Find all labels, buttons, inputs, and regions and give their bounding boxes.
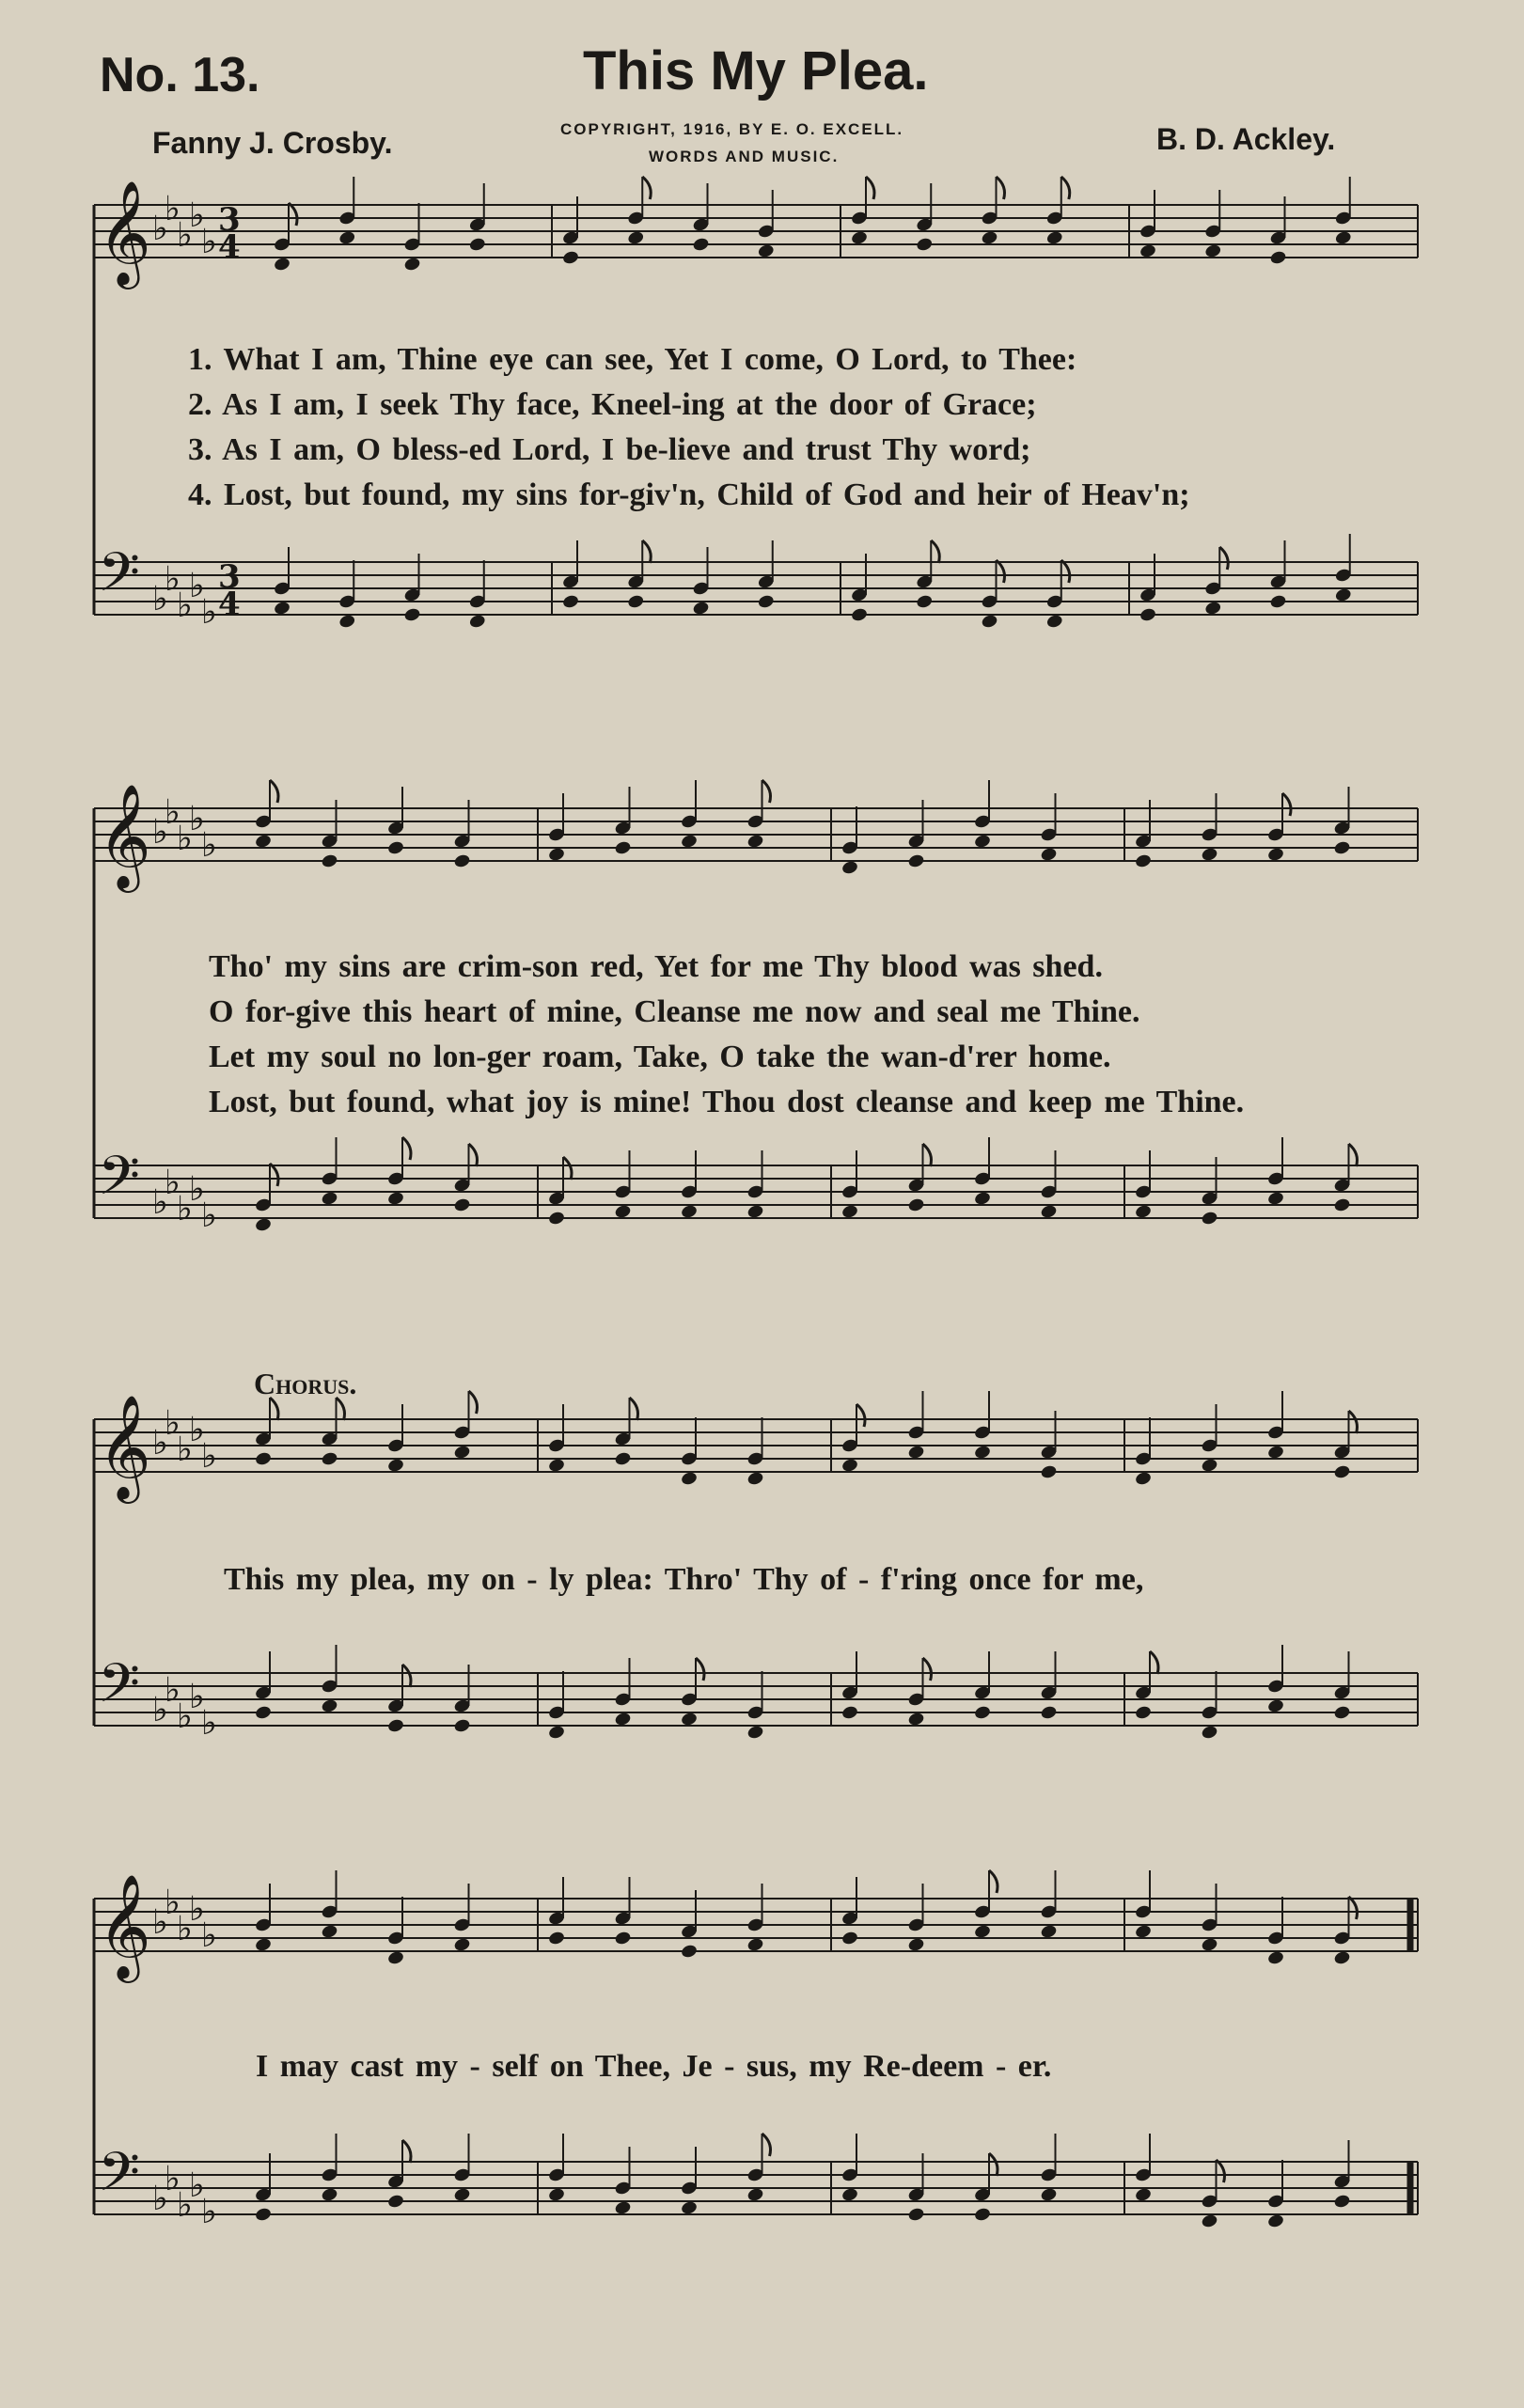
- note-flag: [762, 780, 771, 803]
- note-head: [614, 840, 632, 856]
- note-head: [386, 840, 404, 856]
- bass-clef-icon: 𝄢: [98, 540, 141, 618]
- note-head: [273, 257, 291, 273]
- flat-sign-icon: ♭: [189, 567, 205, 605]
- note-head: [981, 230, 998, 246]
- flat-sign-icon: ♭: [165, 793, 181, 832]
- note-flag: [989, 2153, 998, 2176]
- chorus-line-1: This my plea, my on - ly plea: Thro' Thy of - f'ring once for me,: [224, 1562, 1144, 1597]
- note-head: [386, 1718, 404, 1734]
- note-head: [916, 237, 934, 253]
- note-head: [1045, 230, 1063, 246]
- note-head: [841, 1204, 858, 1220]
- verse-line-4: Lost, but found, what joy is mine! Thou dost cleanse and keep me Thine.: [209, 1085, 1245, 1119]
- note-head: [680, 2200, 698, 2216]
- note-head: [973, 2207, 991, 2223]
- note-head: [468, 614, 486, 630]
- note-head: [1134, 1705, 1152, 1721]
- flat-sign-icon: ♭: [201, 223, 217, 261]
- verse-line-2: O for-give this heart of mine, Cleanse me now and seal me Thine.: [209, 994, 1140, 1029]
- note-head: [321, 1924, 338, 1940]
- note-flag: [402, 1665, 411, 1687]
- note-head: [338, 230, 356, 246]
- note-head: [453, 853, 471, 869]
- copyright-line: COPYRIGHT, 1916, BY E. O. EXCELL.: [560, 120, 904, 138]
- flat-sign-icon: ♭: [177, 586, 193, 625]
- music-system-chorus: [0, 1353, 1524, 1767]
- flat-sign-icon: ♭: [165, 560, 181, 599]
- note-head: [1333, 1705, 1351, 1721]
- note-flag: [997, 560, 1005, 583]
- flat-sign-icon: ♭: [165, 1884, 181, 1922]
- note-head: [1266, 1698, 1284, 1714]
- note-head: [338, 614, 356, 630]
- note-head: [1040, 1924, 1058, 1940]
- note-head: [1334, 230, 1352, 246]
- bass-clef-icon: 𝄢: [98, 2140, 141, 2217]
- note-head: [547, 847, 565, 863]
- note-head: [1134, 2187, 1152, 2203]
- bass-staff: [94, 1645, 1418, 1743]
- note-head: [1204, 601, 1222, 617]
- note-head: [468, 237, 486, 253]
- note-flag: [642, 540, 651, 563]
- flat-sign-icon: ♭: [165, 2160, 181, 2198]
- note-head: [453, 2187, 471, 2203]
- note-head: [973, 834, 991, 850]
- note-flag: [1217, 2160, 1225, 2182]
- note-flag: [1282, 793, 1291, 816]
- note-head: [850, 230, 868, 246]
- flat-sign-icon: ♭: [165, 1164, 181, 1202]
- flat-sign-icon: ♭: [189, 1678, 205, 1716]
- music-system-1: [0, 169, 1524, 696]
- note-head: [841, 860, 858, 876]
- note-flag: [1061, 560, 1070, 583]
- flat-sign-icon: ♭: [201, 2193, 217, 2231]
- note-flag: [696, 1658, 704, 1681]
- note-head: [746, 1725, 764, 1741]
- note-head: [841, 1458, 858, 1474]
- note-head: [1333, 2194, 1351, 2210]
- note-head: [561, 594, 579, 610]
- lyricist-credit: Fanny J. Crosby.: [152, 126, 393, 160]
- flat-sign-icon: ♭: [177, 1910, 193, 1948]
- treble-clef-icon: 𝄞: [98, 1873, 151, 1978]
- note-head: [841, 1931, 858, 1947]
- flat-sign-icon: ♭: [152, 1691, 168, 1729]
- treble-staff: [94, 1870, 1418, 1983]
- flat-sign-icon: ♭: [201, 593, 217, 632]
- note-head: [321, 1451, 338, 1467]
- note-flag: [1349, 1144, 1358, 1166]
- note-flag: [866, 177, 874, 199]
- note-head: [273, 601, 291, 617]
- note-head: [973, 1705, 991, 1721]
- note-head: [692, 237, 710, 253]
- note-head: [907, 1197, 925, 1213]
- note-head: [321, 1698, 338, 1714]
- time-signature-bottom: 4: [218, 586, 241, 623]
- note-head: [1333, 1950, 1351, 1966]
- note-flag: [270, 1164, 278, 1186]
- note-flag: [989, 1870, 998, 1893]
- note-head: [907, 1937, 925, 1953]
- time-signature-top: 3: [218, 558, 241, 596]
- note-head: [841, 1705, 858, 1721]
- staff-notation: [0, 771, 1524, 1297]
- note-head: [1045, 614, 1063, 630]
- note-flag: [630, 1398, 638, 1420]
- note-flag: [1349, 1411, 1358, 1433]
- note-head: [907, 853, 925, 869]
- note-head: [746, 1471, 764, 1487]
- flat-sign-icon: ♭: [189, 2166, 205, 2205]
- note-head: [1134, 853, 1152, 869]
- composer-credit: B. D. Ackley.: [1156, 122, 1336, 156]
- note-head: [453, 1197, 471, 1213]
- verse-line-4: 4. Lost, but found, my sins for-giv'n, Child of God and heir of Heav'n;: [188, 477, 1190, 512]
- verse-line-3: 3. As I am, O bless-ed Lord, I be-lieve and trust Thy word;: [188, 432, 1031, 467]
- flat-sign-icon: ♭: [152, 2180, 168, 2218]
- flat-sign-icon: ♭: [177, 1697, 193, 1736]
- flat-sign-icon: ♭: [177, 820, 193, 858]
- note-head: [1269, 250, 1287, 266]
- note-head: [850, 607, 868, 623]
- treble-clef-icon: 𝄞: [98, 1394, 151, 1499]
- note-head: [973, 1924, 991, 1940]
- flat-sign-icon: ♭: [152, 813, 168, 852]
- note-head: [1266, 1191, 1284, 1207]
- note-head: [680, 1944, 698, 1960]
- bass-staff: [94, 1137, 1418, 1235]
- verse-line-1: 1. What I am, Thine eye can see, Yet I come, O Lord, to Thee:: [188, 342, 1077, 377]
- flat-sign-icon: ♭: [177, 216, 193, 255]
- bass-staff: [94, 2134, 1418, 2231]
- note-head: [907, 2207, 925, 2223]
- note-head: [1333, 1197, 1351, 1213]
- flat-sign-icon: ♭: [152, 580, 168, 618]
- note-head: [907, 1445, 925, 1461]
- staff-notation: [0, 1353, 1524, 1767]
- bass-clef-icon: 𝄢: [98, 1144, 141, 1221]
- bass-staff: [94, 534, 1418, 632]
- note-head: [1134, 1924, 1152, 1940]
- note-head: [1204, 243, 1222, 259]
- flat-sign-icon: ♭: [177, 2186, 193, 2225]
- note-head: [403, 607, 421, 623]
- treble-staff: [94, 177, 1418, 289]
- note-head: [1040, 847, 1058, 863]
- note-head: [453, 1937, 471, 1953]
- note-head: [1266, 1950, 1284, 1966]
- note-flag: [1061, 177, 1070, 199]
- note-head: [321, 2187, 338, 2203]
- note-head: [1139, 243, 1156, 259]
- flat-sign-icon: ♭: [201, 1704, 217, 1743]
- flat-sign-icon: ♭: [152, 1183, 168, 1222]
- note-flag: [469, 1391, 478, 1414]
- flat-sign-icon: ♭: [189, 800, 205, 838]
- note-head: [692, 601, 710, 617]
- flat-sign-icon: ♭: [165, 1671, 181, 1710]
- note-head: [627, 594, 645, 610]
- note-head: [614, 1451, 632, 1467]
- note-head: [1134, 1471, 1152, 1487]
- music-system-2: [0, 771, 1524, 1297]
- note-head: [680, 834, 698, 850]
- note-head: [547, 1458, 565, 1474]
- treble-clef-icon: 𝄞: [98, 783, 151, 888]
- flat-sign-icon: ♭: [189, 1170, 205, 1209]
- treble-staff: [94, 780, 1418, 893]
- note-head: [1269, 594, 1287, 610]
- note-flag: [642, 177, 651, 199]
- hymn-number: No. 13.: [100, 48, 260, 102]
- note-head: [614, 2200, 632, 2216]
- note-head: [321, 853, 338, 869]
- note-flag: [931, 540, 939, 563]
- note-flag: [856, 1404, 865, 1427]
- note-head: [1201, 2213, 1218, 2229]
- note-head: [386, 1191, 404, 1207]
- flat-sign-icon: ♭: [201, 826, 217, 865]
- note-flag: [1219, 547, 1228, 570]
- note-flag: [923, 1658, 932, 1681]
- note-head: [547, 2187, 565, 2203]
- note-flag: [762, 2134, 771, 2156]
- flat-sign-icon: ♭: [177, 1431, 193, 1469]
- copyright-subline: WORDS AND MUSIC.: [649, 148, 840, 165]
- note-flag: [270, 780, 278, 803]
- note-head: [403, 257, 421, 273]
- treble-clef-icon: 𝄞: [98, 180, 151, 285]
- note-head: [547, 1931, 565, 1947]
- flat-sign-icon: ♭: [152, 1424, 168, 1462]
- note-head: [386, 1950, 404, 1966]
- note-head: [453, 1445, 471, 1461]
- note-head: [547, 1211, 565, 1227]
- time-signature-top: 3: [218, 201, 241, 239]
- note-flag: [469, 1144, 478, 1166]
- chorus-line-2: I may cast my - self on Thee, Je - sus, my Re-deem - er.: [256, 2049, 1052, 2084]
- time-signature-bottom: 4: [218, 228, 241, 266]
- note-flag: [563, 1157, 572, 1180]
- note-head: [1201, 1458, 1218, 1474]
- note-head: [1334, 587, 1352, 603]
- note-flag: [402, 1137, 411, 1160]
- verse-line-3: Let my soul no lon-ger roam, Take, O take the wan-d'rer home.: [209, 1040, 1111, 1074]
- note-head: [981, 614, 998, 630]
- note-head: [1040, 1705, 1058, 1721]
- note-head: [841, 2187, 858, 2203]
- note-head: [1266, 847, 1284, 863]
- note-head: [746, 1204, 764, 1220]
- verse-line-2: 2. As I am, I seek Thy face, Kneel-ing at the door of Grace;: [188, 387, 1037, 422]
- note-head: [1040, 1204, 1058, 1220]
- hymn-title: This My Plea.: [583, 40, 929, 102]
- note-head: [254, 1217, 272, 1233]
- note-head: [254, 1705, 272, 1721]
- note-head: [254, 2207, 272, 2223]
- treble-staff: [94, 1391, 1418, 1504]
- flat-sign-icon: ♭: [165, 1404, 181, 1443]
- note-head: [254, 1937, 272, 1953]
- note-head: [757, 243, 775, 259]
- flat-sign-icon: ♭: [201, 1916, 217, 1955]
- note-head: [680, 1712, 698, 1728]
- note-flag: [997, 177, 1005, 199]
- note-head: [386, 1458, 404, 1474]
- flat-sign-icon: ♭: [201, 1437, 217, 1476]
- note-head: [746, 1937, 764, 1953]
- note-head: [561, 250, 579, 266]
- note-head: [1040, 2187, 1058, 2203]
- bass-clef-icon: 𝄢: [98, 1651, 141, 1728]
- note-flag: [923, 1144, 932, 1166]
- flat-sign-icon: ♭: [201, 1196, 217, 1235]
- note-head: [757, 594, 775, 610]
- flat-sign-icon: ♭: [189, 1411, 205, 1449]
- flat-sign-icon: ♭: [165, 190, 181, 228]
- note-head: [1201, 847, 1218, 863]
- note-head: [1201, 1211, 1218, 1227]
- note-head: [746, 2187, 764, 2203]
- note-head: [321, 1191, 338, 1207]
- note-flag: [402, 2140, 411, 2163]
- note-head: [746, 834, 764, 850]
- music-system-4: [0, 1842, 1524, 2284]
- note-head: [627, 230, 645, 246]
- note-head: [973, 1445, 991, 1461]
- note-head: [386, 2194, 404, 2210]
- note-head: [1201, 1937, 1218, 1953]
- note-head: [1139, 607, 1156, 623]
- note-head: [614, 1931, 632, 1947]
- note-head: [1333, 1464, 1351, 1480]
- verse-line-1: Tho' my sins are crim-son red, Yet for me Thy blood was shed.: [209, 949, 1103, 984]
- note-flag: [1150, 1651, 1158, 1674]
- note-head: [1201, 1725, 1218, 1741]
- flat-sign-icon: ♭: [189, 196, 205, 235]
- chorus-label: Chorus.: [254, 1367, 357, 1400]
- note-head: [973, 1191, 991, 1207]
- note-head: [614, 1204, 632, 1220]
- note-head: [1266, 1445, 1284, 1461]
- note-head: [1040, 1464, 1058, 1480]
- note-head: [614, 1712, 632, 1728]
- note-head: [547, 1725, 565, 1741]
- note-head: [1134, 1204, 1152, 1220]
- flat-sign-icon: ♭: [177, 1190, 193, 1228]
- note-head: [680, 1204, 698, 1220]
- note-flag: [289, 203, 297, 226]
- note-head: [907, 1712, 925, 1728]
- flat-sign-icon: ♭: [152, 1903, 168, 1942]
- note-head: [254, 834, 272, 850]
- note-head: [1333, 840, 1351, 856]
- flat-sign-icon: ♭: [152, 210, 168, 248]
- note-head: [1266, 2213, 1284, 2229]
- note-head: [680, 1471, 698, 1487]
- flat-sign-icon: ♭: [189, 1890, 205, 1929]
- note-head: [453, 1718, 471, 1734]
- note-head: [916, 594, 934, 610]
- note-head: [254, 1451, 272, 1467]
- note-flag: [1349, 1897, 1358, 1919]
